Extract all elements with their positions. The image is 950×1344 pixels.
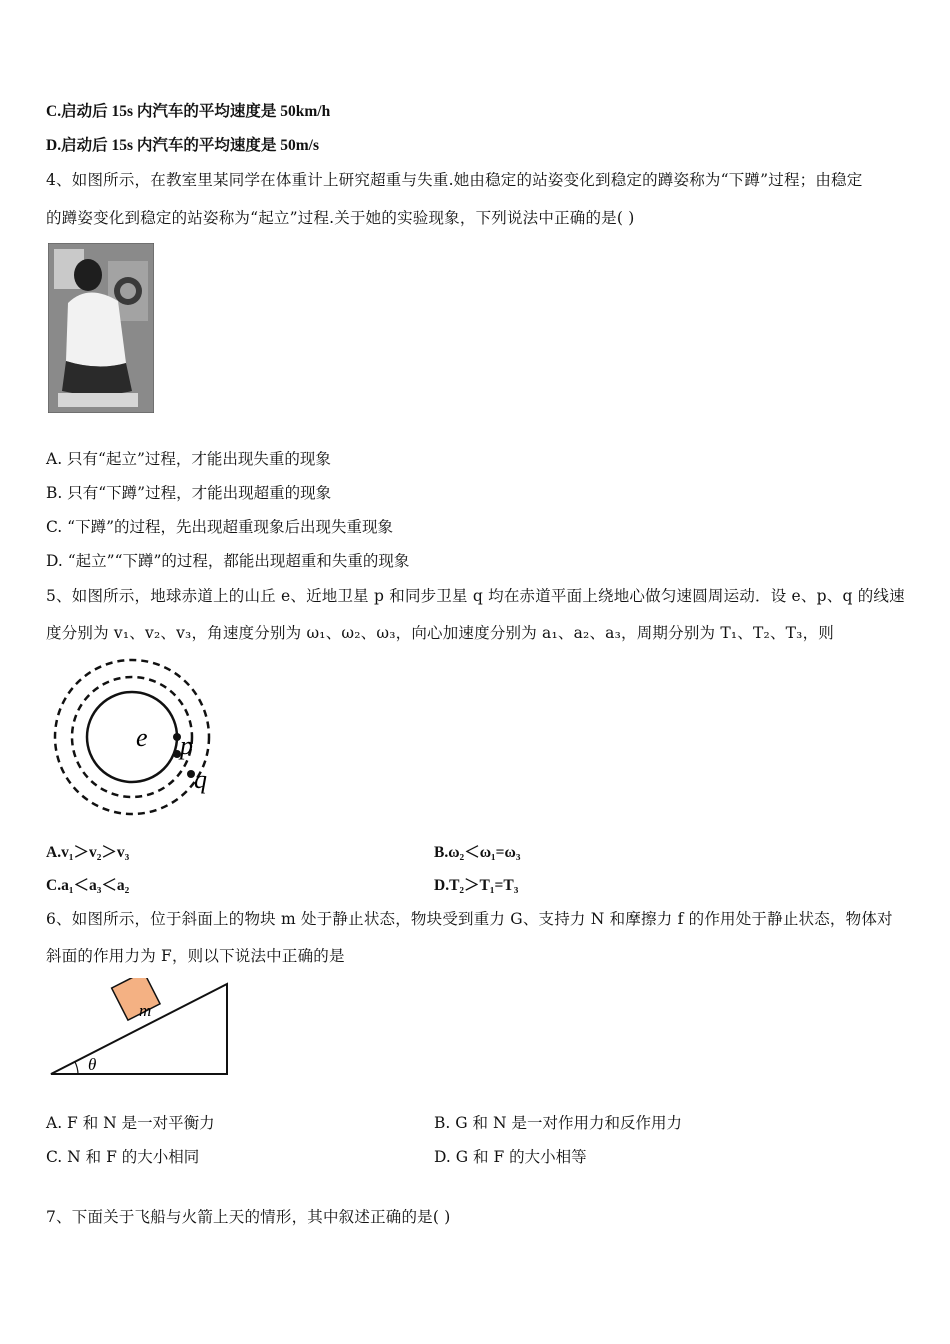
q4-stem-line1: 4、如图所示，在教室里某同学在体重计上研究超重与失重.她由稳定的站姿变化到稳定的蹲姿称为“下蹲”过程；由稳定 [46, 171, 863, 189]
q5-stem-line1: 5、如图所示，地球赤道上的山丘 e、近地卫星 p 和同步卫星 q 均在赤道平面上绕地心做匀速圆周运动．设 e、p、q 的线速 [46, 587, 905, 605]
q6-option-b: B. G 和 N 是一对作用力和反作用力 [434, 1114, 682, 1132]
q4-option-a: A. 只有“起立”过程，才能出现失重的现象 [46, 450, 331, 468]
earth-circle [87, 692, 177, 782]
q6-stem-line1: 6、如图所示，位于斜面上的物块 m 处于静止状态，物块受到重力 G、支持力 N 和摩擦力 f 的作用处于静止状态，物体对 [46, 910, 893, 928]
q3-option-d: D.启动后 15s 内汽车的平均速度是 50m/s [46, 137, 319, 154]
student-squatting-illustration [48, 243, 154, 413]
q4-option-b: B. 只有“下蹲”过程，才能出现超重的现象 [46, 484, 332, 502]
q5-stem-line2: 度分别为 v₁、v₂、v₃，角速度分别为 ω₁、ω₂、ω₃，向心加速度分别为 a₁、a₂、a₃，周期分别为 T₁、T₂、T₃，则 [46, 624, 834, 642]
label-q: q [194, 765, 207, 794]
q6-option-a: A. F 和 N 是一对平衡力 [46, 1114, 215, 1132]
label-m: m [139, 1001, 152, 1020]
q5-orbit-diagram [46, 656, 216, 816]
q7-stem: 7、下面关于飞船与火箭上天的情形，其中叙述正确的是( ) [46, 1208, 451, 1226]
angle-arc [75, 1062, 78, 1074]
q6-incline-diagram [46, 978, 236, 1080]
q5-option-c: C.a₁＜a₃＜a₂ [46, 877, 130, 894]
q4-photo-student-on-scale [48, 243, 154, 413]
q4-option-d: D. “起立”“下蹲”的过程，都能出现超重和失重的现象 [46, 552, 410, 570]
q4-stem-line2: 的蹲姿变化到稳定的站姿称为“起立”过程.关于她的实验现象，下列说法中正确的是( ) [46, 209, 635, 227]
q3-option-c: C.启动后 15s 内汽车的平均速度是 50km/h [46, 103, 331, 120]
block-m [112, 978, 160, 1020]
label-theta: θ [88, 1055, 97, 1074]
q5-option-d: D.T₂＞T₁=T₃ [434, 877, 519, 894]
q6-stem-line2: 斜面的作用力为 F，则以下说法中正确的是 [46, 947, 345, 965]
q6-option-c: C. N 和 F 的大小相同 [46, 1148, 200, 1166]
q6-option-d: D. G 和 F 的大小相等 [434, 1148, 587, 1166]
q4-option-c: C. “下蹲”的过程，先出现超重现象后出现失重现象 [46, 518, 394, 536]
label-p: p [180, 731, 193, 760]
label-e: e [136, 723, 148, 752]
q5-option-b: B.ω₂＜ω₁=ω₃ [434, 844, 521, 861]
q5-option-a: A.v₁＞v₂＞v₃ [46, 844, 130, 861]
